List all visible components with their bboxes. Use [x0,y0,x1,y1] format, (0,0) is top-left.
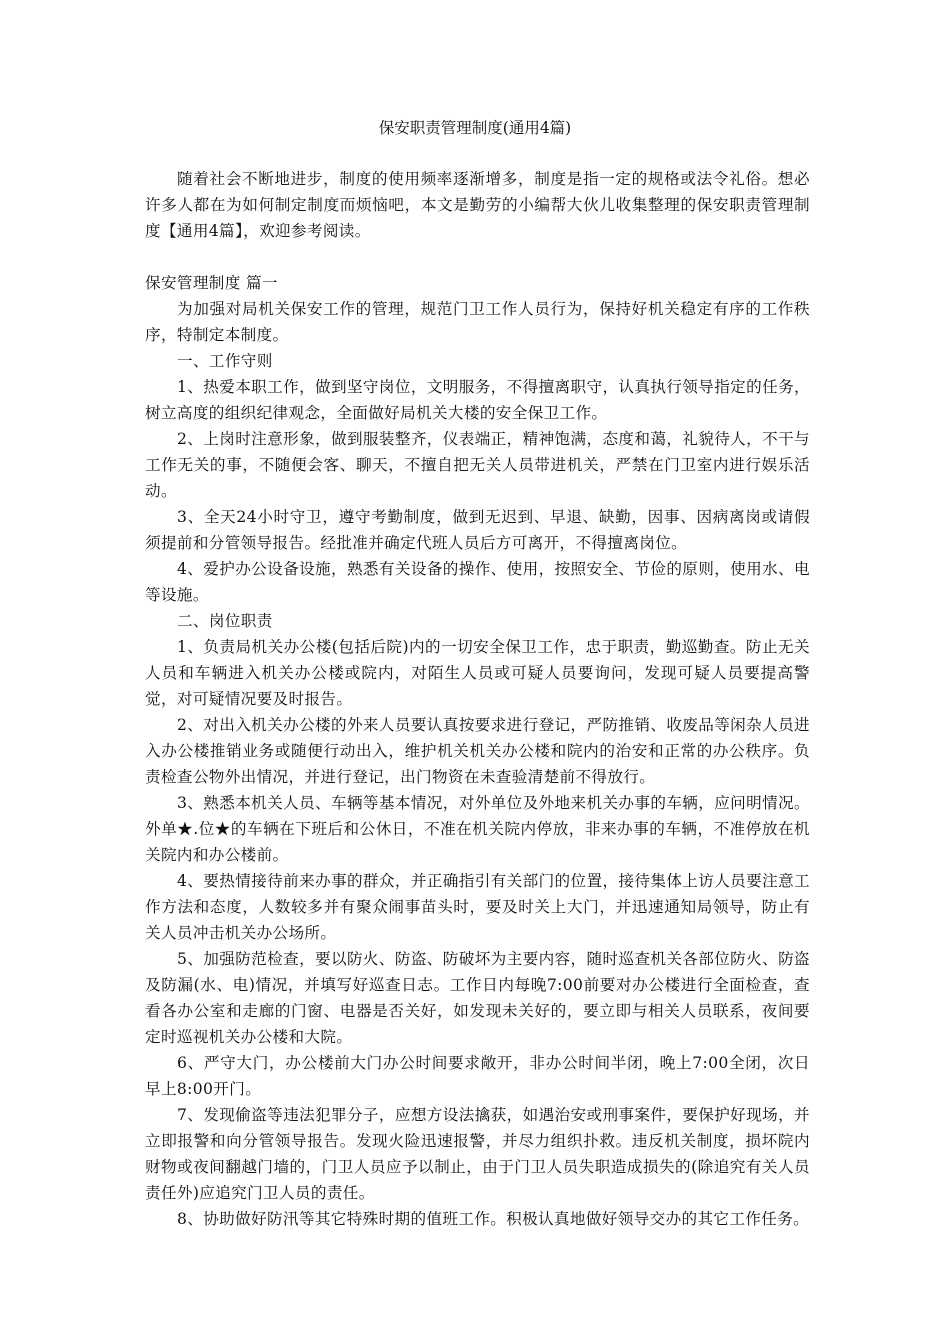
part2-item: 1、负责局机关办公楼(包括后院)内的一切安全保卫工作，忠于职责，勤巡勤查。防止无关人员和车辆进入机关办公楼或院内，对陌生人员或可疑人员要询问，发现可疑人员要提高警觉，对可疑情况要及时报告。 [145,638,810,708]
part2-heading: 二、岗位职责 [177,612,273,630]
part2-item: 7、发现偷盗等违法犯罪分子，应想方设法擒获，如遇治安或刑事案件，要保护好现场，并立即报警和向分管领导报告。发现火险迅速报警，并尽力组织扑救。违反机关制度，损坏院内财物或夜间翻越门墙的，门卫人员应予以制止，由于门卫人员失职造成损失的(除追究有关人员责任外)应追究门卫人员的责任。 [145,1106,810,1202]
intro-paragraph: 随着社会不断地进步，制度的使用频率逐渐增多，制度是指一定的规格或法令礼俗。想必许多人都在为如何制定制度而烦恼吧，本文是勤劳的小编帮大伙儿收集整理的保安职责管理制度【通用4篇】，欢迎参考阅读。 [145,170,810,240]
document-title: 保安职责管理制度(通用4篇) [378,119,572,137]
preamble-paragraph: 为加强对局机关保安工作的管理，规范门卫工作人员行为，保持好机关稳定有序的工作秩序，特制定本制度。 [145,300,810,344]
part2-item: 8、协助做好防汛等其它特殊时期的值班工作。积极认真地做好领导交办的其它工作任务。 [177,1210,810,1228]
section-heading: 保安管理制度 篇一 [145,274,278,292]
part2-item: 4、要热情接待前来办事的群众，并正确指引有关部门的位置，接待集体上访人员要注意工作方法和态度，人数较多并有聚众闹事苗头时，要及时关上大门，并迅速通知局领导，防止有关人员冲击机关办公场所。 [145,872,810,942]
part1-item: 3、全天24小时守卫，遵守考勤制度，做到无迟到、早退、缺勤，因事、因病离岗或请假须提前和分管领导报告。经批准并确定代班人员后方可离开，不得擅离岗位。 [145,508,810,552]
part1-item: 4、爱护办公设备设施，熟悉有关设备的操作、使用，按照安全、节俭的原则，使用水、电等设施。 [145,560,810,604]
part1-item: 2、上岗时注意形象，做到服装整齐，仪表端正，精神饱满，态度和蔼，礼貌待人，不干与工作无关的事，不随便会客、聊天，不擅自把无关人员带进机关，严禁在门卫室内进行娱乐活动。 [145,430,810,500]
part1-heading: 一、工作守则 [177,352,273,370]
part1-item: 1、热爱本职工作，做到坚守岗位，文明服务，不得擅离职守，认真执行领导指定的任务，树立高度的组织纪律观念，全面做好局机关大楼的安全保卫工作。 [145,378,810,422]
document-body [145,166,810,1232]
paragraph-gap [145,244,810,270]
part2-item: 6、严守大门，办公楼前大门办公时间要求敞开，非办公时间半闭，晚上7:00全闭，次日早上8:00开门。 [145,1054,810,1098]
part2-item: 5、加强防范检查，要以防火、防盗、防破坏为主要内容，随时巡查机关各部位防火、防盗及防漏(水、电)情况，并填写好巡查日志。工作日内每晚7:00前要对办公楼进行全面检查，查看各办公室和走廊的门窗、电器是否关好，如发现未关好的，要立即与相关人员联系，夜间要定时巡视机关办公楼和大院。 [145,950,810,1046]
part2-item: 2、对出入机关办公楼的外来人员要认真按要求进行登记，严防推销、收废品等闲杂人员进入办公楼推销业务或随便行动出入，维护机关机关办公楼和院内的治安和正常的办公秩序。负责检查公物外出情况，并进行登记，出门物资在未查验清楚前不得放行。 [145,716,810,786]
part2-item: 3、熟悉本机关人员、车辆等基本情况，对外单位及外地来机关办事的车辆，应问明情况。外单★.位★的车辆在下班后和公休日，不准在机关院内停放，非来办事的车辆，不准停放在机关院内和办公楼前。 [145,794,810,864]
